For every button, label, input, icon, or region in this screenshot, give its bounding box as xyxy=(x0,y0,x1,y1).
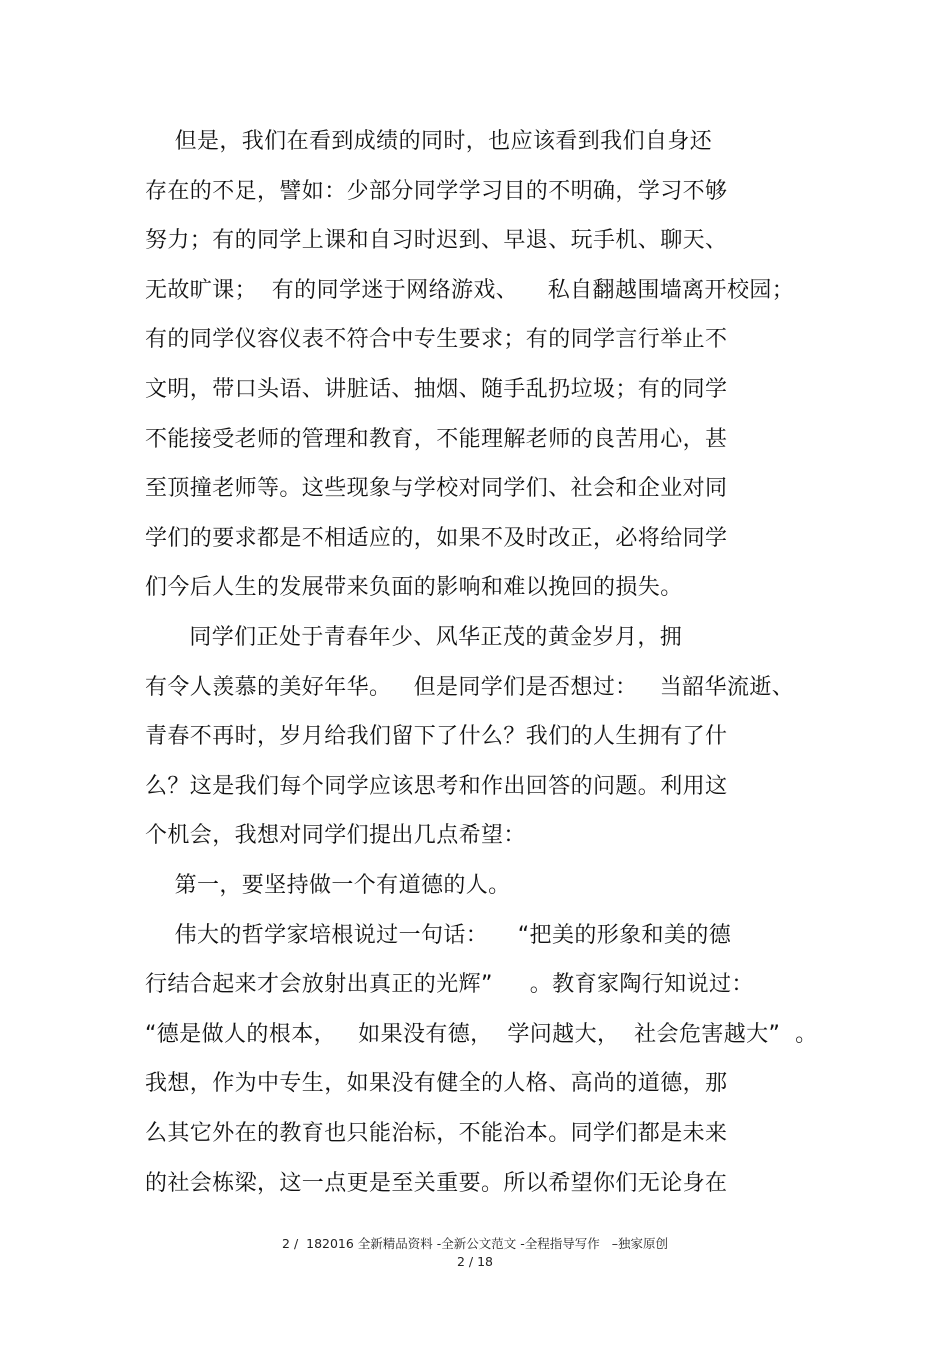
paragraph-line: 我想，作为中专生，如果没有健全的人格、高尚的道德，那 xyxy=(145,1071,728,1097)
paragraph-line: 至顶撞老师等。这些现象与学校对同学们、社会和企业对同 xyxy=(145,476,728,502)
paragraph-line: 但是，我们在看到成绩的同时，也应该看到我们自身还 xyxy=(145,129,713,154)
paragraph-line: 行结合起来才会放射出真正的光辉” 。教育家陶行知说过： xyxy=(145,972,754,998)
paragraph-line: 不能接受老师的管理和教育，不能理解老师的良苦用心，甚 xyxy=(145,426,728,452)
paragraph-line: “德是做人的根本， 如果没有德， 学问越大， 社会危害越大” 。 xyxy=(145,1021,818,1047)
paragraph-line: 么？这是我们每个同学应该思考和作出回答的问题。利用这 xyxy=(145,773,728,799)
paragraph-line: 么其它外在的教育也只能治标，不能治本。同学们都是未来 xyxy=(145,1121,728,1146)
paragraph-line: 文明，带口头语、讲脏话、抽烟、随手乱扔垃圾；有的同学 xyxy=(145,377,728,402)
paragraph-line: 同学们正处于青春年少、风华正茂的黄金岁月，拥 xyxy=(145,625,683,650)
paragraph-line: 们今后人生的发展带来负面的影响和难以挽回的损失。 xyxy=(145,575,683,601)
paragraph-line: 存在的不足，譬如：少部分同学学习目的不明确，学习不够 xyxy=(145,178,728,204)
paragraph-line: 有的同学仪容仪表不符合中专生要求；有的同学言行举止不 xyxy=(145,327,728,353)
paragraph-line: 个机会，我想对同学们提出几点希望： xyxy=(145,823,526,849)
paragraph-line: 青春不再时，岁月给我们留下了什么？我们的人生拥有了什 xyxy=(145,724,728,750)
paragraph-line: 有令人羡慕的美好年华。 但是同学们是否想过： 当韶华流逝、 xyxy=(145,674,795,700)
footer-source-line: 2 / 182016 全新精品资料 -全新公文范文 -全程指导写作 –独家原创 xyxy=(282,1236,668,1251)
paragraph-line: 努力；有的同学上课和自习时迟到、早退、玩手机、聊天、 xyxy=(145,228,728,254)
paragraph-line: 无故旷课； 有的同学迷于网络游戏、 私自翻越围墙离开校园； xyxy=(145,277,795,303)
paragraph-line: 学们的要求都是不相适应的，如果不及时改正，必将给同学 xyxy=(145,525,728,551)
paragraph-line: 的社会栋梁，这一点更是至关重要。所以希望你们无论身在 xyxy=(145,1170,728,1196)
footer-page-number: 2 / 18 xyxy=(456,1254,494,1269)
paragraph-line: 伟大的哲学家培根说过一句话： “把美的形象和美的德 xyxy=(145,922,732,948)
paragraph-line: 第一，要坚持做一个有道德的人。 xyxy=(145,873,511,898)
